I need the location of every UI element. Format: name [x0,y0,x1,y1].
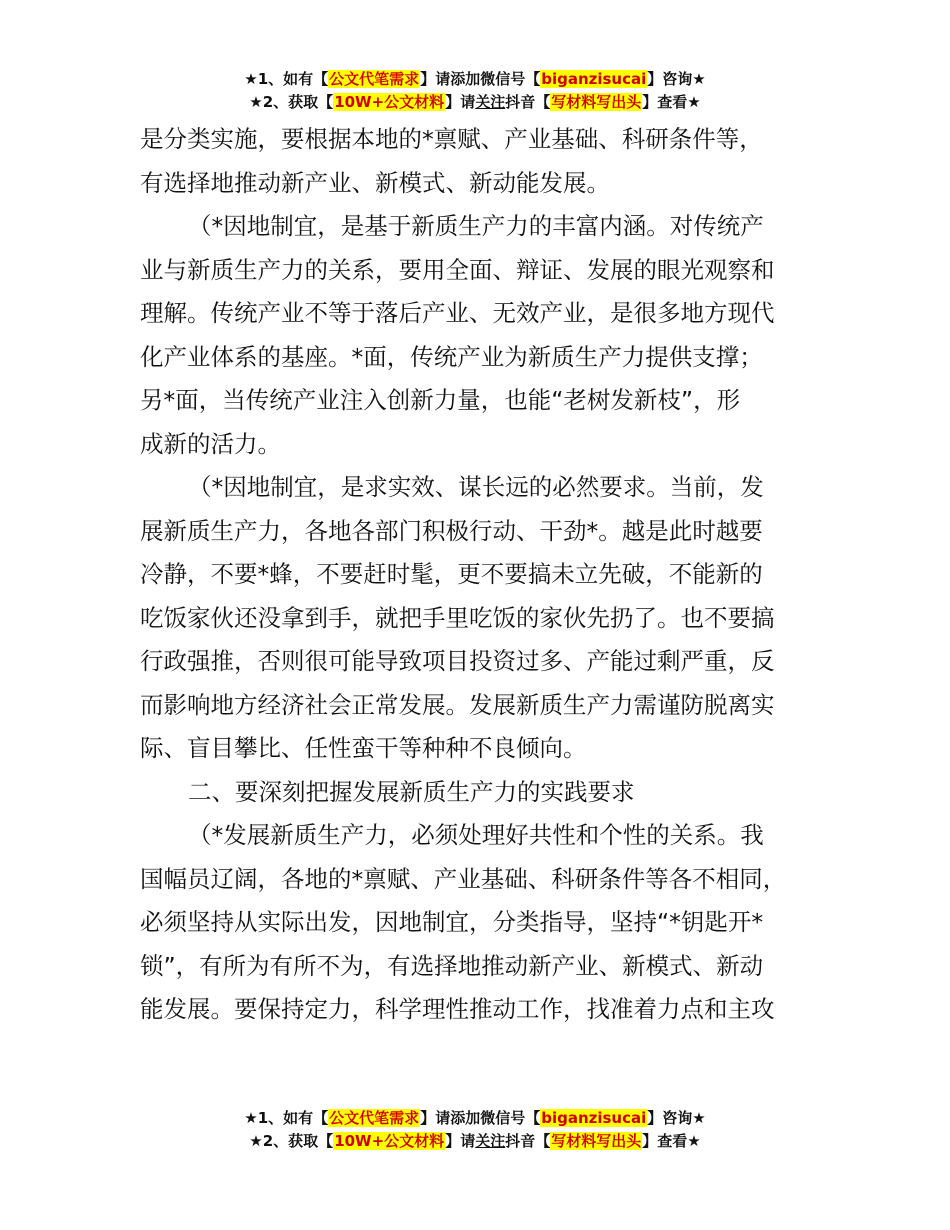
text-line: 业与新质生产力的关系，要用全面、辩证、发展的眼光观察和 [140,255,775,284]
banner-text: 】咨询★ [647,1109,706,1127]
text-line: 另*面，当传统产业注入创新力量，也能“老树发新枝”，形 [140,386,741,414]
banner-text: ★1、如有【 [244,70,329,88]
section-heading [140,771,822,815]
highlight-douyin-account: 写材料写出头 [551,93,642,111]
text-line: 必须坚持从实际出发，因地制宜，分类指导，坚持“*钥匙开* [140,908,764,936]
banner-line-1 [0,1107,950,1130]
text-line: 国幅员辽阔，各地的*禀赋、产业基础、科研条件等各不相同， [140,864,787,893]
highlight-wechat-id: biganzisucai [541,1109,647,1127]
banner-underlined-text: 关注 [475,1132,506,1150]
highlight-writing-service: 公文代笔需求 [329,1109,420,1127]
text-line: （*因地制宜，是求实效、谋长远的必然要求。当前，发 [188,473,764,501]
text-line: 有选择地推动新产业、新模式、新动能发展。 [140,168,610,197]
paragraph-2 [140,205,822,466]
banner-text: 】咨询★ [647,70,706,88]
banner-text: ★1、如有【 [244,1109,329,1127]
banner-line-2 [0,1130,950,1153]
text-line: 锁”，有所为有所不为，有选择地推动新产业、新模式、新动 [140,951,764,980]
highlight-wechat-id: biganzisucai [541,70,647,88]
text-line: 是分类实施，要根据本地的*禀赋、产业基础、科研条件等， [140,125,763,153]
text-line: （*因地制宜，是基于新质生产力的丰富内涵。对传统产 [188,212,764,240]
banner-text: 】请 [445,1132,476,1150]
text-line: 际、盲目攀比、任性蛮干等种种不良倾向。 [140,734,587,762]
paragraph-3 [140,466,822,771]
text-line: 行政强推，否则很可能导致项目投资过多、产能过剩严重，反 [140,647,775,675]
banner-text: 抖音【 [505,1132,551,1150]
header-banner [0,68,950,114]
banner-text: ★2、获取【 [249,1132,334,1150]
highlight-materials: 10W+公文材料 [334,93,445,111]
highlight-materials: 10W+公文材料 [334,1132,445,1150]
text-line: 能发展。要保持定力，科学理性推动工作，找准着力点和主攻 [140,995,775,1023]
highlight-writing-service: 公文代笔需求 [329,70,420,88]
banner-line-1 [0,68,950,91]
banner-text: 】查看★ [642,1132,701,1150]
banner-line-2 [0,91,950,114]
text-line: （*发展新质生产力，必须处理好共性和个性的关系。我 [188,821,764,849]
text-line: 展新质生产力，各地各部门积极行动、干劲*。越是此时越要 [140,516,763,545]
paragraph-1 [140,118,822,205]
banner-text: 抖音【 [505,93,551,111]
banner-text: 】请添加微信号【 [420,1109,541,1127]
banner-text: 】请 [445,93,476,111]
text-line: 化产业体系的基座。*面，传统产业为新质生产力提供支撑； [140,342,763,371]
footer-banner [0,1107,950,1153]
document-body [140,118,822,1032]
text-line: 理解。传统产业不等于落后产业、无效产业，是很多地方现代 [140,299,775,327]
text-line: 吃饭家伙还没拿到手，就把手里吃饭的家伙先扔了。也不要搞 [140,603,775,632]
banner-text: ★2、获取【 [249,93,334,111]
text-line: 冷静，不要*蜂，不要赶时髦，更不要搞未立先破，不能新的 [140,560,763,588]
text-line: 成新的活力。 [140,429,281,458]
banner-text: 】请添加微信号【 [420,70,541,88]
banner-underlined-text: 关注 [475,93,506,111]
heading-text: 二、要深刻把握发展新质生产力的实践要求 [188,777,635,806]
banner-text: 】查看★ [642,93,701,111]
text-line: 而影响地方经济社会正常发展。发展新质生产力需谨防脱离实 [140,690,775,719]
paragraph-4 [140,814,822,1032]
highlight-douyin-account: 写材料写出头 [551,1132,642,1150]
